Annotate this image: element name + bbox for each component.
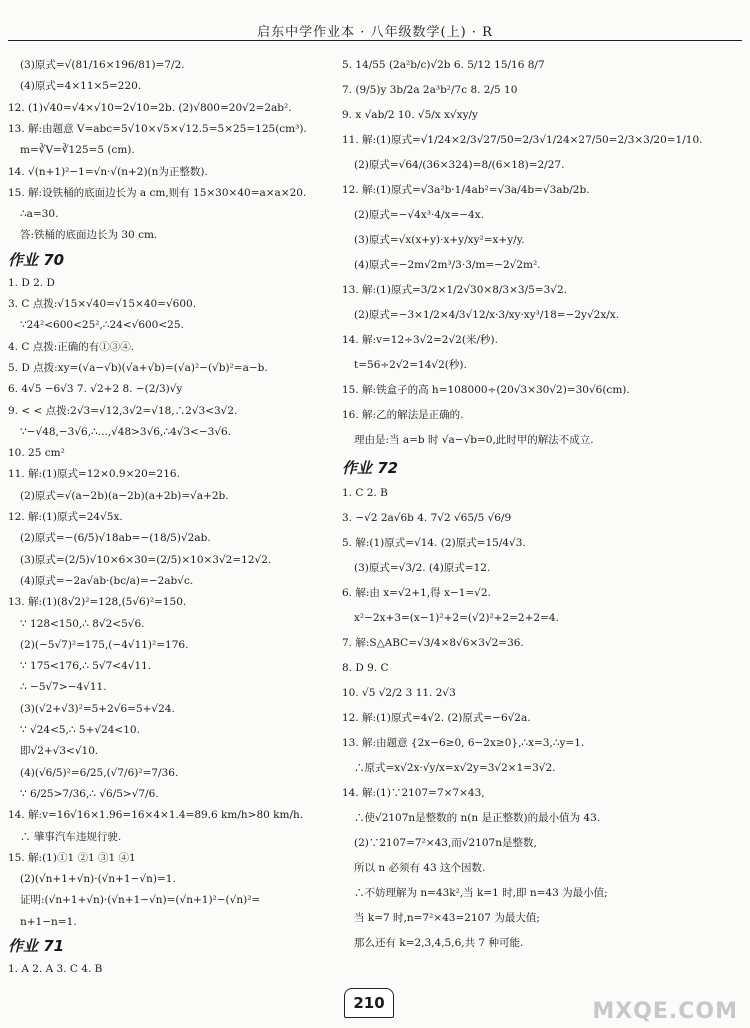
answer-line: 当 k=7 时,n=7²×43=2107 为最大值; <box>354 912 540 924</box>
watermark: MXQE.COM <box>592 999 738 1024</box>
answer-line: (3)原式=√(81/16×196/81)=7/2. <box>20 59 185 71</box>
answer-line: 12. 解:(1)原式=24√5x. <box>8 511 123 523</box>
answer-line: 4. C 点拨:正确的有①③④. <box>8 340 135 353</box>
answer-line: (2)∵2107=7²×43,而√2107n是整数, <box>354 837 537 849</box>
answer-line: 14. 解:v=12÷3√2=2√2(米/秒). <box>342 334 498 346</box>
answer-line: 9. x √ab/2 10. √5/x x√xy/y <box>342 109 478 121</box>
answer-line: 13. 解:(1)原式=3/2×1/2√30×8/3×3/5=3√2. <box>342 284 567 296</box>
answer-line: 14. √(n+1)²−1=√n·√(n+2)(n为正整数). <box>8 165 208 178</box>
answer-line: ∵ 175<176,∴ 5√7<4√11. <box>20 660 152 673</box>
answer-line: 10. 25 cm² <box>8 447 65 460</box>
answer-line: 3. C 点拨:√15×√40=√15×40=√600. <box>8 298 197 310</box>
answer-line: 14. 解:v=16√16×1.96=16×4×1.4=89.6 km/h>80 km/h. <box>8 809 304 822</box>
answer-line: (4)原式=−2m√2m³/3·3/m=−2√2m². <box>354 259 541 271</box>
answer-line: (2)原式=√64/(36×324)=8/(6×18)=2/27. <box>354 159 565 171</box>
answer-line: n+1−n=1. <box>20 915 77 928</box>
answer-line: 所以 n 必须有 43 这个因数. <box>354 862 486 874</box>
answer-line: 9. < < 点拨:2√3=√12,3√2=√18,∴2√3<3√2. <box>8 404 238 417</box>
answer-line: (4)原式=−2a√ab·(bc/a)=−2ab√c. <box>20 574 194 587</box>
answer-line: 理由是:当 a=b 时 √a−√b=0,此时甲的解法不成立. <box>354 434 594 446</box>
answer-line: ∴不妨理解为 n=43k²,当 k=1 时,即 n=43 为最小值; <box>354 887 608 899</box>
answer-line: (3)(√2+√3)²=5+2√6=5+√24. <box>20 702 175 715</box>
answer-line: ∴ −5√7>−4√11. <box>20 681 107 694</box>
answer-line: (2)原式=−√4x³·4/x=−4x. <box>354 209 484 221</box>
left-column <box>8 58 338 988</box>
answer-line: 那么还有 k=2,3,4,5,6,共 7 种可能. <box>354 937 524 949</box>
answer-line: m=∛V=∛125=5 (cm). <box>20 144 135 157</box>
answer-line: 3. −√2 2a√6b 4. 7√2 √65/5 √6/9 <box>342 512 512 524</box>
page-header <box>0 0 750 44</box>
answer-line: 11. 解:(1)原式=√1/24×2/3√27/50=2/3√1/24×27/50=2/3×3/20=1/10. <box>342 134 703 146</box>
answer-line: (2)(√n+1+√n)·(√n+1−√n)=1. <box>20 873 176 886</box>
answer-line: 13. 解:由题意 V=abc=5√10×√5×√12.5=5×25=125(cm³). <box>8 122 307 135</box>
answer-line: 7. 解:S△ABC=√3/4×8√6×3√2=36. <box>342 637 524 649</box>
answer-line: 5. D 点拨:xy=(√a−√b)(√a+√b)=(√a)²−(√b)²=a−b. <box>8 361 268 374</box>
answer-line: (4)(√6/5)²=6/25,(√7/6)²=7/36. <box>20 766 179 779</box>
answer-line: 5. 解:(1)原式=√14. (2)原式=15/4√3. <box>342 537 526 549</box>
answer-line: x²−2x+3=(x−1)²+2=(√2)²+2=2+2=4. <box>354 612 559 624</box>
answer-line: 14. 解:(1)∵2107=7×7×43, <box>342 787 485 799</box>
answer-line: ∴使√2107n是整数的 n(n 是正整数)的最小值为 43. <box>354 812 601 824</box>
section-heading: 作业 70 <box>8 250 65 269</box>
answer-line: 13. 解:由题意 {2x−6≥0, 6−2x≥0},∴x=3,∴y=1. <box>342 737 585 749</box>
answer-line: 答:铁桶的底面边长为 30 cm. <box>20 229 158 242</box>
answer-line: (3)原式=√3/2. (4)原式=12. <box>354 562 491 574</box>
answer-line: 13. 解:(1)(8√2)²=128,(5√6)²=150. <box>8 596 187 609</box>
answer-line: (4)原式=4×11×5=220. <box>20 80 142 93</box>
answer-line: 6. 4√5 −6√3 7. √2+2 8. −(2/3)√y <box>8 383 183 396</box>
answer-line: 10. √5 √2/2 3 11. 2√3 <box>342 687 456 699</box>
answer-line: (2)(−5√7)²=175,(−4√11)²=176. <box>20 638 189 651</box>
answer-line: 12. (1)√40=√4×√10=2√10=2b. (2)√800=20√2=2ab². <box>8 101 292 114</box>
answer-line: 15. 解:设铁桶的底面边长为 a cm,则有 15×30×40=a×a×20. <box>8 186 307 199</box>
answer-line: ∴ 肇事汽车违规行驶. <box>20 830 122 843</box>
page-footer <box>0 988 750 1028</box>
answer-line: ∵ √24<5,∴ 5+√24<10. <box>20 724 140 736</box>
answer-line: 1. A 2. A 3. C 4. B <box>8 963 103 975</box>
answer-line: (2)原式=−3×1/2×4/3√12/x·3/xy·xy³/18=−2y√2x/x. <box>354 309 620 321</box>
answer-line: (3)原式=√x(x+y)·x+y/xy²=x+y/y. <box>354 234 525 246</box>
answer-line: ∵−√48,−3√6,∴...,√48>3√6,∴4√3<−3√6. <box>20 425 232 438</box>
header-rule <box>8 40 742 41</box>
answer-line: t=56÷2√2=14√2(秒). <box>354 359 467 371</box>
page-number: 210 <box>344 988 394 1018</box>
page-header-title: 启东中学作业本 · 八年级数学(上) · R <box>257 25 493 40</box>
answer-line: (3)原式=(2/5)√10×6×30=(2/5)×10×3√2=12√2. <box>20 553 272 566</box>
answer-line: 11. 解:(1)原式=12×0.9×20=216. <box>8 468 180 481</box>
answer-line: 15. 解:铁盒子的高 h=108000÷(20√3×30√2)=30√6(cm). <box>342 384 630 396</box>
answer-line: 16. 解:乙的解法是正确的. <box>342 409 464 421</box>
answer-line: ∴原式=x√2x·√y/x=x√2y=3√2×1=3√2. <box>354 762 556 774</box>
answer-line: (2)原式=√(a−2b)(a−2b)(a+2b)=√a+2b. <box>20 489 229 502</box>
answer-line: ∵ 128<150,∴ 8√2<5√6. <box>20 617 145 630</box>
answer-line: 8. D 9. C <box>342 662 389 674</box>
answer-line: 12. 解:(1)原式=√3a²b·1/4ab²=√3a/4b=√3ab/2b. <box>342 184 590 196</box>
answer-line: 1. D 2. D <box>8 276 55 289</box>
answer-line: 1. C 2. B <box>342 487 388 499</box>
right-column <box>342 58 742 988</box>
answer-line: ∵ 6/25>7/36,∴ √6/5>√7/6. <box>20 787 159 800</box>
answer-line: 6. 解:由 x=√2+1,得 x−1=√2. <box>342 587 491 599</box>
answer-line: (2)原式=−(6/5)√18ab=−(18/5)√2ab. <box>20 532 211 545</box>
answer-line: ∴a=30. <box>20 208 59 221</box>
answer-line: ∵24²<600<25²,∴24<√600<25. <box>20 319 184 332</box>
answer-line: 7. (9/5)y 3b/2a 2a³b²/7c 8. 2/5 10 <box>342 84 518 96</box>
answer-line: 15. 解:(1)①1 ②1 ③1 ④1 <box>8 851 136 864</box>
answer-line: 证明:(√n+1+√n)·(√n+1−√n)=(√n+1)²−(√n)²= <box>20 894 261 907</box>
section-heading: 作业 72 <box>342 459 399 477</box>
answer-line: 12. 解:(1)原式=4√2. (2)原式=−6√2a. <box>342 712 531 724</box>
answer-line: 即√2+√3<√10. <box>20 745 99 758</box>
answer-line: 5. 14/55 (2a²b/c)√2b 6. 5/12 15/16 8/7 <box>342 59 545 71</box>
section-heading: 作业 71 <box>8 937 65 955</box>
